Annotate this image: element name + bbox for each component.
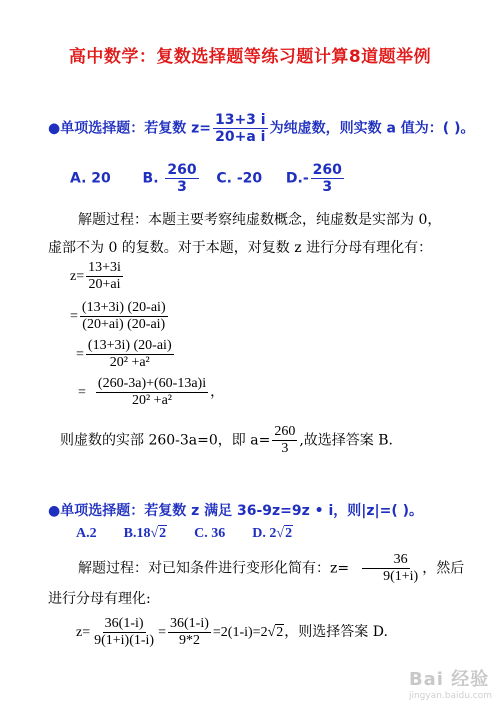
conclusion-1: [60, 424, 393, 457]
option-a: A. 20: [70, 170, 111, 187]
option-c: C. -20: [216, 170, 263, 187]
calc-2: z= $\frac{36(1-i)}{9(1+i)(1-i)}$ = $\frac{36(1-i)}{9*2}$ =2(1-i)=2√2，则选择答案 D.: [76, 616, 388, 649]
step-1-num: 13+3i: [86, 260, 123, 277]
calc-2-eq: =: [158, 624, 167, 640]
option-b-den: 3: [177, 179, 187, 196]
step-2-den: (20+ai) (20-ai): [82, 317, 166, 333]
conclusion-1-den: 3: [281, 441, 289, 457]
option-b-fraction: [165, 162, 198, 195]
step-3: [76, 338, 176, 371]
watermark-logo: [409, 665, 492, 701]
calc-2-den-2: 9*2: [178, 633, 200, 649]
question-2: ●单项选择题：若复数 z 满足 36-9z=9z • i，则|z|=( )。: [48, 503, 424, 519]
question-1: [48, 112, 474, 145]
option-a: A.2: [76, 526, 97, 541]
step-2-lhs: =: [70, 308, 78, 324]
calc-2-den-1: 9(1+i)(1-i): [94, 633, 155, 649]
question-1-options: [70, 162, 346, 195]
step-4-den: 20² +a²: [131, 393, 172, 409]
watermark-url: jingyan.baidu.com: [408, 691, 492, 701]
option-b-label: B.: [142, 170, 159, 187]
question-2-options: [76, 526, 293, 542]
calc-2-lhs: z=: [76, 624, 91, 640]
option-b-num: 260: [167, 162, 197, 178]
conclusion-1-suffix: ,故选择答案 B.: [299, 432, 393, 449]
solution-1-text: [48, 206, 468, 262]
step-1: [70, 260, 125, 293]
option-d-fraction: [311, 162, 344, 195]
step-1-lhs: z=: [70, 268, 85, 284]
conclusion-1-num: 260: [272, 424, 297, 441]
solution-2-suffix: ，然后: [422, 560, 465, 577]
option-d-den: 3: [322, 179, 333, 196]
fraction-denominator: 20+a i: [215, 129, 266, 146]
step-2-num: (13+3i) (20-ai): [80, 300, 168, 317]
fraction-numerator: 13+3 i: [214, 112, 266, 128]
step-3-lhs: =: [76, 346, 84, 362]
solution-2-line-1: [48, 552, 488, 585]
option-c: C. 36: [194, 526, 226, 541]
solution-2-num: 36: [362, 552, 410, 569]
option-b-prefix: B.18: [123, 526, 151, 541]
solution-2-line-2: 进行分母有理化:: [48, 591, 151, 608]
option-d: D. 2√2: [252, 526, 293, 541]
option-d-radicand: 2: [285, 526, 293, 541]
question-1-fraction: [213, 112, 268, 145]
step-4: [78, 376, 224, 409]
conclusion-1-prefix: 则虚数的实部 260-3a=0，即 a=: [60, 432, 271, 449]
solution-2-prefix: 解题过程：对已知条件进行变形化简有：z=: [78, 560, 350, 577]
step-4-num: (260-3a)+(60-13a)i: [96, 376, 208, 393]
step-1-den: 20+ai: [88, 277, 121, 293]
step-4-lhs: =: [78, 384, 86, 400]
option-b: B.18√2: [123, 526, 167, 541]
option-d-label: D.-: [285, 170, 309, 187]
calc-2-tail-suffix: ，则选择答案 D.: [284, 623, 388, 640]
option-b-radicand: 2: [159, 526, 167, 541]
step-3-num: (13+3i) (20-ai): [86, 338, 174, 355]
solution-1-line-2: 虚部不为 0 的复数。对于本题，对复数 z 进行分母有理化有：: [48, 240, 433, 256]
step-2: [70, 300, 170, 333]
question-1-suffix: 为纯虚数，则实数 a 值为：( )。: [269, 120, 475, 137]
option-d-num: 260: [312, 162, 342, 178]
step-4-tail: ，: [210, 384, 225, 400]
question-1-prefix: ●单项选择题：若复数 z=: [48, 120, 211, 137]
page-title: 高中数学：复数选择题等练习题计算8道题举例: [68, 47, 432, 67]
calc-2-radicand: 2: [276, 624, 284, 640]
calc-2-tail-prefix: =2(1-i)=2: [212, 624, 268, 640]
solution-2-text: [48, 552, 488, 613]
solution-1-line-1: 解题过程：本题主要考察纯虚数概念，纯虚数是实部为 0，: [78, 212, 442, 228]
watermark-text: Bai 经验: [408, 669, 490, 690]
step-3-den: 20² +a²: [109, 355, 150, 371]
calc-2-num-2: 36(1-i): [168, 616, 211, 633]
option-d-prefix: D. 2: [252, 526, 277, 541]
solution-2-den: 9(1+i): [383, 569, 419, 585]
calc-2-num-1: 36(1-i): [103, 616, 146, 633]
